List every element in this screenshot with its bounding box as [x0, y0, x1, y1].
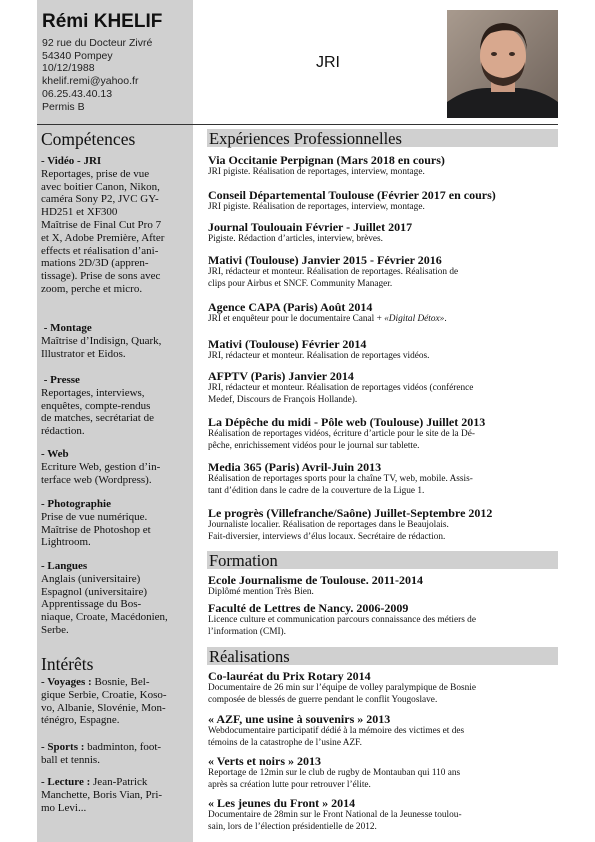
- achievement-desc: Documentaire de 28min sur le Front National de la Jeunesse toulou-: [208, 810, 462, 820]
- experience-desc: JRI pigiste. Réalisation de reportages, interview, montage.: [208, 202, 425, 212]
- achievement-desc: Webdocumentaire participatif dédié à la mémoire des victimes et des: [208, 726, 465, 736]
- experience-item: [208, 220, 558, 246]
- experience-desc: JRI et enquêteur pour le documentaire Canal + «Digital Détox».: [208, 314, 447, 324]
- skill-line: niaque, Croate, Macédonien,: [41, 611, 168, 624]
- achievement-desc: Documentaire de 26 min sur l’équipe de volley paralympique de Bosnie: [208, 683, 476, 693]
- interest-line: ténégro, Espagne.: [41, 714, 120, 727]
- skill-title: - Montage: [41, 322, 92, 334]
- skill-line: Maîtrise de Final Cut Pro 7: [41, 218, 162, 231]
- email: khelif.remi@yahoo.fr: [42, 75, 139, 88]
- skill-line: tissage). Prise de sons avec: [41, 270, 161, 283]
- experience-title: Mativi (Toulouse) Janvier 2015 - Février 2016: [208, 253, 442, 267]
- skill-title: - Web: [41, 448, 69, 460]
- achievement-title: Co-lauréat du Prix Rotary 2014: [208, 669, 371, 683]
- experience-title: AFPTV (Paris) Janvier 2014: [208, 369, 354, 383]
- achievement-desc: sain, lors de l’élection présidentielle de 2012.: [208, 821, 377, 832]
- skill-line: Anglais (universitaire): [41, 572, 141, 585]
- interest-title: - Lecture :: [41, 776, 91, 788]
- skill-line: avec boitier Canon, Nikon,: [41, 180, 160, 193]
- profile-photo: [447, 10, 558, 118]
- experience-item: [208, 188, 558, 214]
- education-heading: Formation: [207, 551, 558, 569]
- skills-heading: Compétences: [41, 129, 136, 149]
- portrait-image: [447, 10, 558, 118]
- experience-title: Le progrès (Villefranche/Saône) Juillet-Septembre 2012: [208, 506, 493, 520]
- experience-item: [208, 369, 558, 406]
- skill-line: mations 2D/3D (appren-: [41, 257, 149, 270]
- experience-title: Agence CAPA (Paris) Août 2014: [208, 300, 373, 314]
- skill-line: Espagnol (universitaire): [41, 585, 147, 598]
- experience-desc: Fait-diversier, interviews d’élus locaux. Secrétaire de rédaction.: [208, 531, 446, 542]
- skill-line: terface web (Wordpress).: [41, 473, 152, 486]
- achievement-item: [208, 712, 558, 749]
- interest-title: - Sports :: [41, 741, 85, 753]
- education-item: [208, 573, 558, 599]
- achievement-title: « Les jeunes du Front » 2014: [208, 796, 356, 810]
- skill-title: - Vidéo - JRI: [41, 155, 102, 167]
- experience-item: [208, 153, 558, 179]
- skill-line: zoom, perche et micro.: [41, 282, 143, 295]
- achievement-title: « Verts et noirs » 2013: [208, 754, 321, 768]
- skill-title: - Presse: [41, 374, 80, 386]
- address-street: 92 rue du Docteur Zivré: [42, 37, 153, 49]
- skill-video: [41, 155, 191, 296]
- experience-desc: JRI, rédacteur et monteur. Réalisation de reportages vidéos (conférence: [208, 383, 474, 393]
- skill-title: - Photographie: [41, 498, 111, 510]
- phone: 06.25.43.40.13: [42, 87, 113, 100]
- skill-line: Serbe.: [41, 623, 69, 636]
- education-desc: Diplômé mention Très Bien.: [208, 587, 314, 597]
- experience-title: Media 365 (Paris) Avril-Juin 2013: [208, 460, 382, 474]
- interest-line: mo Levi...: [41, 801, 87, 814]
- skill-title: - Langues: [41, 560, 88, 572]
- education-desc: Licence culture et communication parcours connaissance des métiers de: [208, 615, 476, 625]
- interest-line: badminton, foot-: [84, 741, 162, 753]
- achievement-desc: Reportage de 12min sur le club de rugby de Montauban qui 110 ans: [208, 768, 461, 778]
- interest-line: Bosnie, Bel-: [91, 676, 150, 688]
- skill-montage: [41, 322, 191, 360]
- skill-line: et X, Adobe Première, After: [41, 231, 165, 244]
- experience-desc: Medef, Discours de François Hollande).: [208, 394, 358, 405]
- skill-line: Maîtrise de Photoshop et: [41, 523, 151, 536]
- skill-line: Illustrator et Eidos.: [41, 347, 126, 360]
- education-item: [208, 601, 558, 638]
- experience-desc: Réalisation de reportages vidéos, écriture d’article pour le site de la Dé-: [208, 429, 475, 439]
- skill-line: Apprentissage du Bos-: [41, 598, 142, 611]
- experience-desc: clips pour Airbus et SNCF. Community Manager.: [208, 278, 393, 289]
- experience-desc: Pigiste. Rédaction d’articles, interview, brèves.: [208, 234, 383, 244]
- skill-presse: [41, 374, 191, 438]
- achievement-desc: témoins de la catastrophe de l’usine AZF.: [208, 737, 362, 748]
- experience-item: [208, 460, 558, 497]
- experience-desc: JRI pigiste. Réalisation de reportages, interview, montage.: [208, 167, 425, 177]
- experience-title: Mativi (Toulouse) Février 2014: [208, 337, 367, 351]
- experience-heading: Expériences Professionnelles: [207, 129, 558, 147]
- birth-date: 10/12/1988: [42, 62, 95, 75]
- interest-line: vo, Albanie, Slovénie, Mon-: [41, 701, 166, 714]
- experience-title: La Dépêche du midi - Pôle web (Toulouse) Juillet 2013: [208, 415, 486, 429]
- experience-desc: pêche, enrichissement vidéos pour le journal sur tablette.: [208, 440, 420, 451]
- contact-info: [42, 37, 152, 113]
- skill-line: caméra Sony P2, JVC GY-: [41, 193, 159, 206]
- interest-lecture: [41, 776, 191, 814]
- interest-line: gique Serbie, Croatie, Koso-: [41, 688, 167, 701]
- experience-desc: Réalisation de reportages sports pour la chaîne TV, web, mobile. Assis-: [208, 474, 473, 484]
- interest-sports: [41, 741, 191, 767]
- skill-langues: [41, 560, 191, 637]
- education-desc: l’information (CMI).: [208, 626, 286, 637]
- interest-line: Jean-Patrick: [90, 776, 148, 788]
- experience-item: [208, 506, 558, 543]
- skill-line: Reportages, interviews,: [41, 386, 145, 399]
- experience-item: [208, 337, 558, 363]
- interests-heading: Intérêts: [41, 654, 94, 674]
- achievement-item: [208, 754, 558, 791]
- achievement-item: [208, 669, 558, 706]
- education-title: Ecole Journalisme de Toulouse. 2011-2014: [208, 573, 424, 587]
- skill-line: Lightroom.: [41, 536, 91, 549]
- experience-title: Via Occitanie Perpignan (Mars 2018 en cours): [208, 153, 445, 167]
- skill-line: Maîtrise d’Indisign, Quark,: [41, 334, 162, 347]
- skill-line: de matches, secrétariat de: [41, 412, 154, 425]
- skill-photographie: [41, 498, 191, 549]
- experience-title: Conseil Départemental Toulouse (Février 2017 en cours): [208, 188, 496, 202]
- skill-line: rédaction.: [41, 425, 85, 438]
- experience-desc: JRI, rédacteur et monteur. Réalisation de reportages. Réalisation de: [208, 267, 459, 277]
- skill-line: Ecriture Web, gestion d’in-: [41, 460, 161, 473]
- skill-line: HD251 et XF300: [41, 206, 118, 219]
- candidate-name: Rémi KHELIF: [42, 11, 163, 32]
- skill-line: Reportages, prise de vue: [41, 167, 150, 180]
- job-title: JRI: [316, 54, 340, 71]
- achievement-desc: composée de blessés de guerre pendant le conflit Yougoslave.: [208, 694, 438, 705]
- driving-license: Permis B: [42, 100, 85, 113]
- education-title: Faculté de Lettres de Nancy. 2006-2009: [208, 601, 409, 615]
- interest-line: ball et tennis.: [41, 753, 100, 766]
- interest-voyages: [41, 676, 191, 727]
- experience-desc: tant d’édition dans le cadre de la couverture de la Ligue 1.: [208, 485, 425, 496]
- header-divider: [37, 124, 558, 125]
- skill-line: effects et réalisation d’ani-: [41, 244, 159, 257]
- experience-item: [208, 253, 558, 290]
- skill-line: enquêtes, compte-rendus: [41, 399, 151, 412]
- experience-desc: Journaliste localier. Réalisation de reportages dans le Beaujolais.: [208, 520, 449, 530]
- achievement-title: « AZF, une usine à souvenirs » 2013: [208, 712, 391, 726]
- achievement-item: [208, 796, 558, 833]
- experience-item: [208, 415, 558, 452]
- experience-desc: JRI, rédacteur et monteur. Réalisation de reportages vidéos.: [208, 351, 430, 361]
- skill-web: [41, 448, 191, 486]
- interest-line: Manchette, Boris Vian, Pri-: [41, 788, 163, 801]
- experience-item: [208, 300, 558, 326]
- interest-title: - Voyages :: [41, 676, 92, 688]
- address-city: 54340 Pompey: [42, 49, 113, 62]
- achievements-heading: Réalisations: [207, 647, 558, 665]
- skill-line: Prise de vue numérique.: [41, 510, 148, 523]
- experience-title: Journal Toulouain Février - Juillet 2017: [208, 220, 413, 234]
- achievement-desc: après sa création lutte pour retrouver l’élite.: [208, 779, 371, 790]
